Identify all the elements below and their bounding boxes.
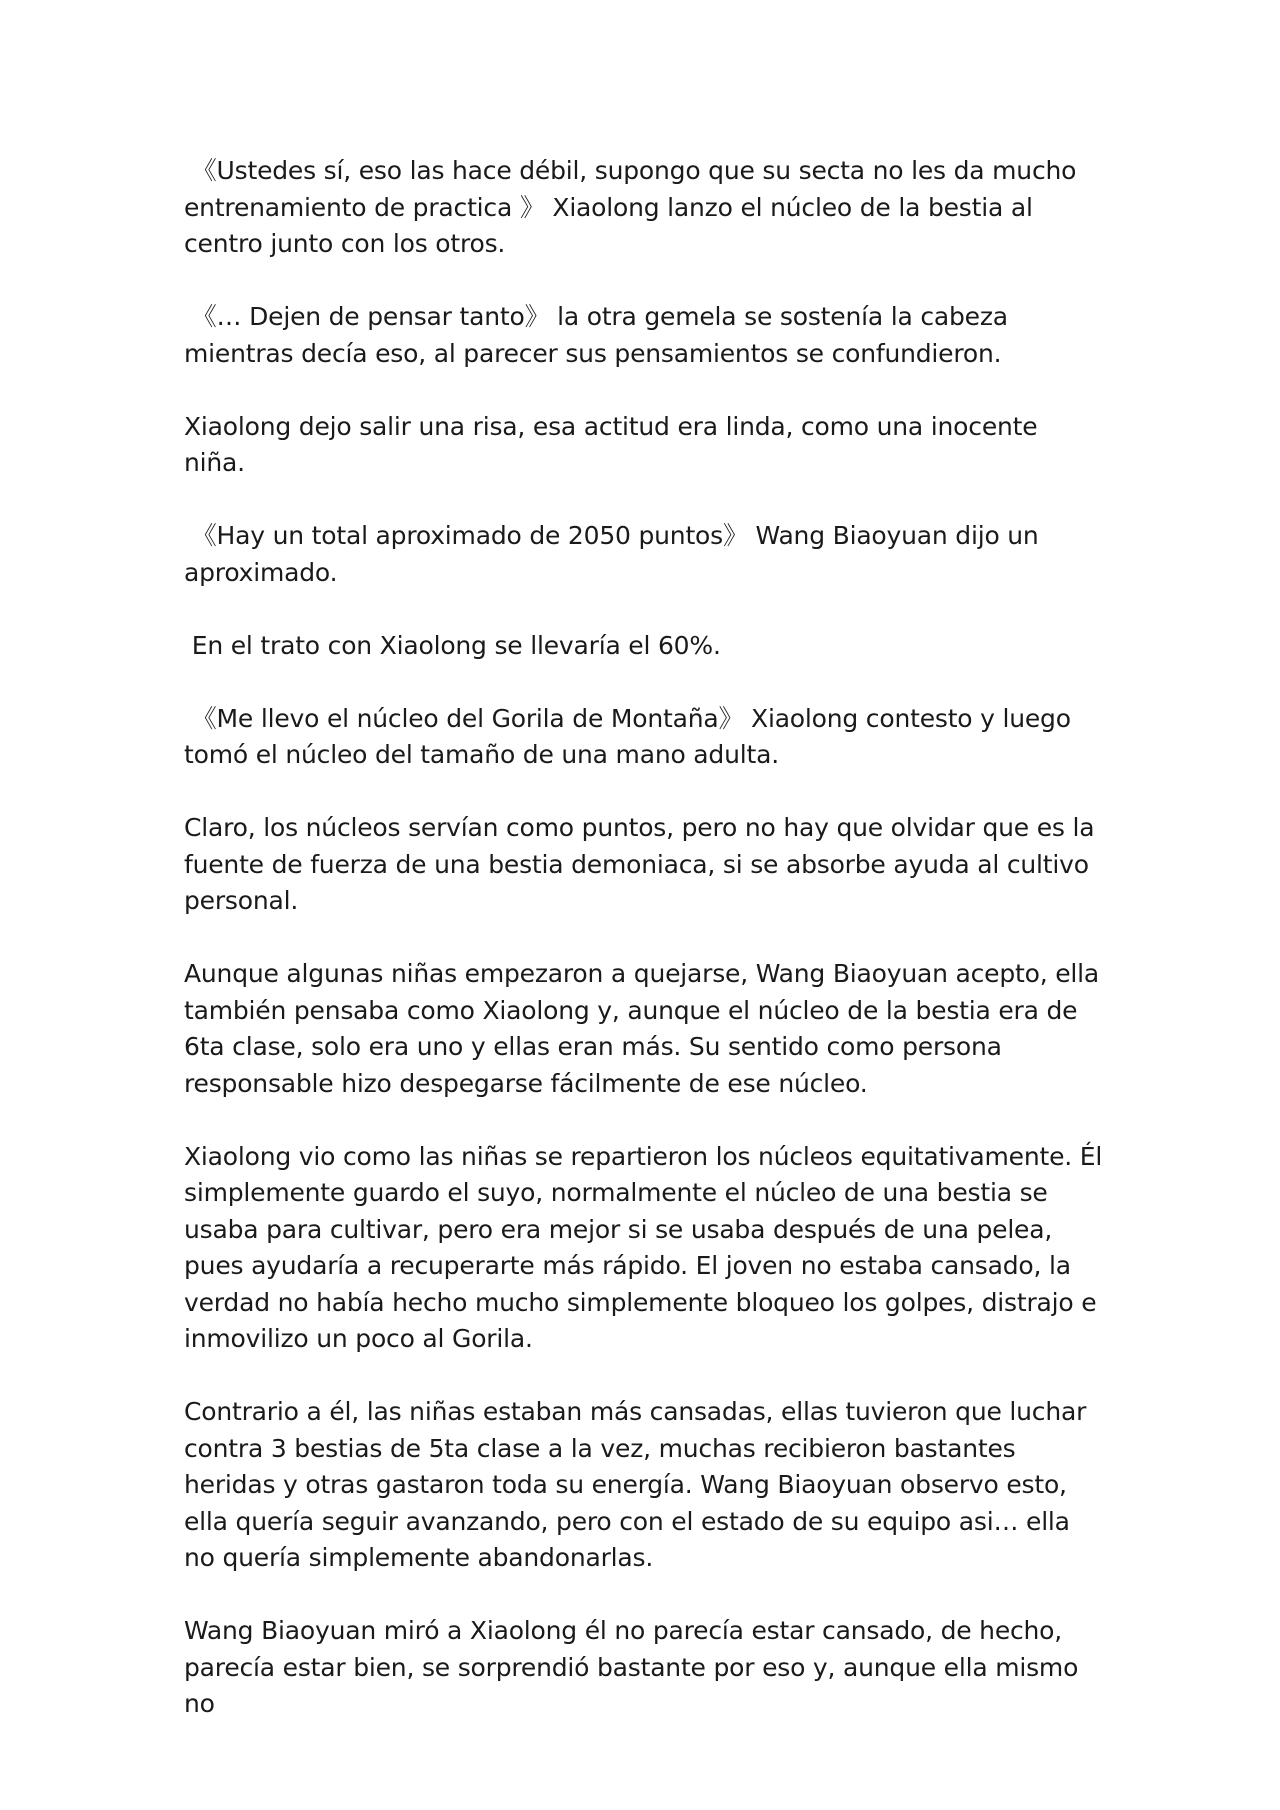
paragraph: Xiaolong dejo salir una risa, esa actitud era linda, como una inocente niña. — [184, 411, 1038, 477]
paragraph: Wang Biaoyuan miró a Xiaolong él no parecía estar cansado, de hecho, parecía estar bien, se sorprendió bastante por eso y, aunque ella mismo no — [184, 1616, 1079, 1718]
paragraph: 《Hay un total aproximado de 2050 puntos》 Wang Biaoyuan dijo un aproximado. — [184, 521, 1039, 587]
paragraph: En el trato con Xiaolong se llevaría el 60%. — [184, 630, 721, 660]
paragraph: 《Ustedes sí, eso las hace débil, supongo que su secta no les da mucho entrenamiento de practica 》 Xiaolong lanzo el núcleo de la bestia al centro junto con los otros. — [184, 156, 1077, 258]
paragraph: Xiaolong vio como las niñas se repartieron los núcleos equitativamente. Él simplemente guardo el suyo, normalmente el núcleo de una bestia se usaba para cultivar, pero era mejor si se usaba después de una pelea, pues ayudaría a recuperarte más rápido. El joven no estaba cansado, la verdad no había hecho mucho simplemente bloqueo los golpes, distrajo e inmovilizo un poco al Gorila. — [184, 1141, 1103, 1353]
document-body — [184, 153, 1104, 1723]
paragraph: Contrario a él, las niñas estaban más cansadas, ellas tuvieron que luchar contra 3 bestias de 5ta clase a la vez, muchas recibieron bastantes heridas y otras gastaron toda su energía. Wang Biaoyuan observo esto, ella quería seguir avanzando, pero con el estado de su equipo asi… ella no quería simplemente abandonarlas. — [184, 1397, 1087, 1572]
paragraph: Claro, los núcleos servían como puntos, pero no hay que olvidar que es la fuente de fuerza de una bestia demoniaca, si se absorbe ayuda al cultivo personal. — [184, 813, 1095, 915]
paragraph: Aunque algunas niñas empezaron a quejarse, Wang Biaoyuan acepto, ella también pensaba como Xiaolong y, aunque el núcleo de la bestia era de 6ta clase, solo era uno y ellas eran más. Su sentido como persona responsable hizo despegarse fácilmente de ese núcleo. — [184, 959, 1099, 1098]
paragraph: 《Me llevo el núcleo del Gorila de Montaña》 Xiaolong contesto y luego tomó el núcleo del tamaño de una mano adulta. — [184, 703, 1071, 769]
paragraph: 《… Dejen de pensar tanto》 la otra gemela se sostenía la cabeza mientras decía eso, al parecer sus pensamientos se confundieron. — [184, 302, 1008, 368]
